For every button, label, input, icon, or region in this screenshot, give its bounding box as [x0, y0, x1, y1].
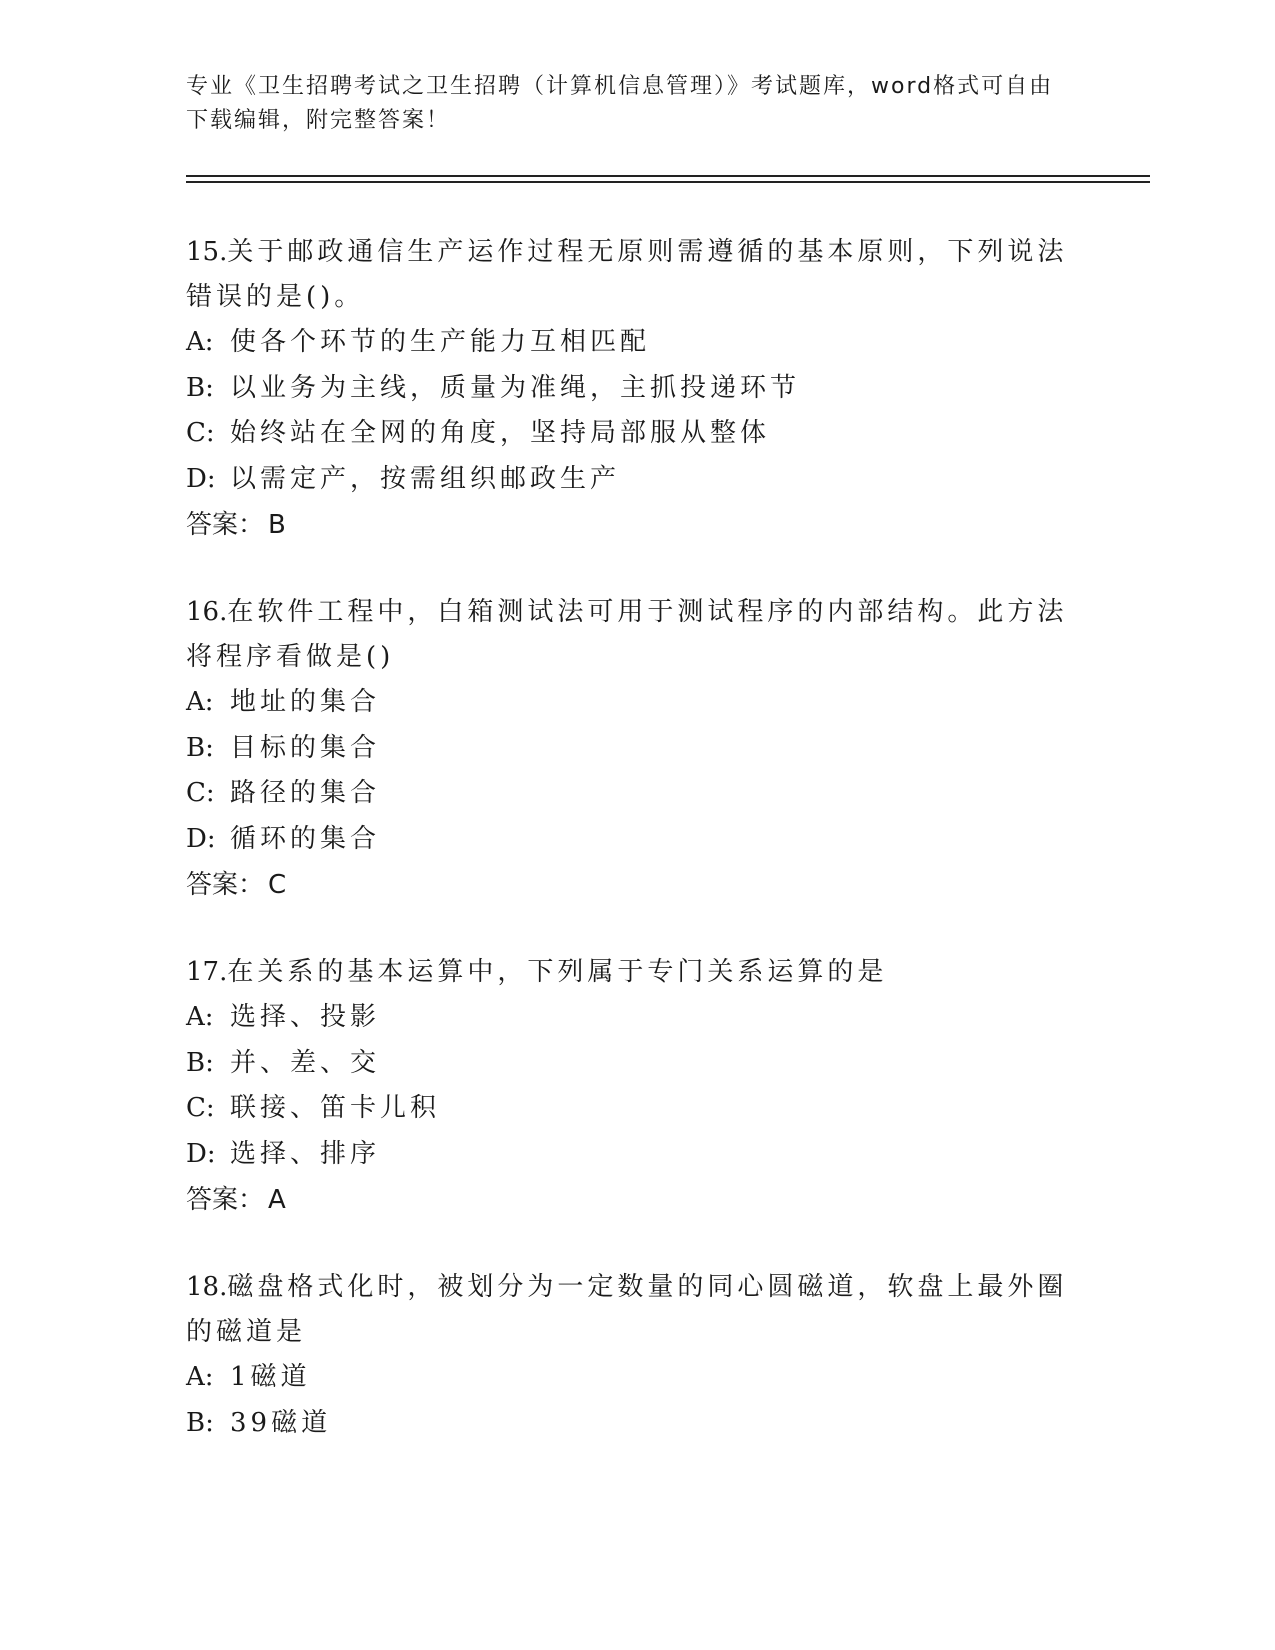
question-text: 磁盘格式化时，被划分为一定数量的同心圆磁道，软盘上最外圈的磁道是	[186, 1272, 1068, 1347]
header-text: 专业《卫生招聘考试之卫生招聘（计算机信息管理）》考试题库，word格式可自由下载编辑，附完整答案！	[186, 74, 1054, 133]
question-stem	[186, 950, 1086, 995]
question-17	[186, 950, 1086, 1223]
question-number: 16.	[186, 597, 228, 627]
question-15	[186, 230, 1086, 548]
answer-value: B	[268, 510, 286, 540]
answer-line	[186, 502, 1086, 548]
option-key: B:	[186, 1047, 214, 1078]
option-text: 始终站在全网的角度，坚持局部服从整体	[230, 418, 771, 448]
option-b	[186, 726, 1086, 772]
option-c	[186, 411, 1086, 457]
answer-line	[186, 862, 1086, 908]
question-stem	[186, 230, 1086, 320]
option-text: 以业务为主线，质量为准绳，主抓投递环节	[230, 372, 801, 403]
question-number: 18.	[186, 1272, 228, 1302]
answer-label: 答案：	[186, 1185, 265, 1215]
option-text: 以需定产，按需组织邮政生产	[230, 463, 621, 494]
option-text: 并、差、交	[230, 1047, 381, 1078]
option-d	[186, 457, 1086, 503]
option-text: 地址的集合	[230, 687, 381, 717]
option-a	[186, 995, 1086, 1041]
option-text: 选择、投影	[230, 1002, 381, 1032]
option-text: 39磁道	[230, 1407, 332, 1438]
option-a	[186, 1355, 1086, 1401]
option-key: A:	[186, 1362, 214, 1392]
option-key: A:	[186, 1002, 214, 1032]
option-key: D:	[186, 463, 216, 494]
option-key: A:	[186, 687, 214, 717]
option-text: 联接、笛卡儿积	[230, 1093, 441, 1123]
question-text: 在软件工程中，白箱测试法可用于测试程序的内部结构。此方法将程序看做是()	[186, 597, 1068, 672]
option-d	[186, 817, 1086, 863]
question-text: 在关系的基本运算中，下列属于专门关系运算的是	[227, 957, 888, 987]
option-a	[186, 680, 1086, 726]
option-d	[186, 1132, 1086, 1178]
option-key: B:	[186, 732, 214, 763]
answer-label: 答案：	[186, 510, 265, 540]
option-b	[186, 366, 1086, 412]
option-text: 1磁道	[230, 1362, 311, 1392]
option-key: B:	[186, 1407, 214, 1438]
option-text: 循环的集合	[230, 823, 381, 854]
answer-line	[186, 1177, 1086, 1223]
answer-label: 答案：	[186, 870, 265, 900]
question-number: 15.	[186, 237, 228, 267]
question-18	[186, 1265, 1086, 1446]
option-key: C:	[186, 418, 215, 448]
option-text: 选择、排序	[230, 1138, 381, 1169]
option-key: C:	[186, 1093, 215, 1123]
answer-value: A	[268, 1185, 286, 1215]
question-list	[186, 230, 1086, 1488]
question-text: 关于邮政通信生产运作过程无原则需遵循的基本原则，下列说法错误的是()。	[186, 237, 1068, 312]
answer-value: C	[268, 870, 287, 900]
option-key: D:	[186, 823, 216, 854]
question-16	[186, 590, 1086, 908]
option-key: C:	[186, 778, 215, 808]
option-a	[186, 320, 1086, 366]
header-divider-bottom	[186, 181, 1150, 183]
question-number: 17.	[186, 957, 228, 987]
option-b	[186, 1041, 1086, 1087]
option-text: 目标的集合	[230, 732, 381, 763]
option-key: D:	[186, 1138, 216, 1169]
option-key: A:	[186, 327, 214, 357]
header-divider-top	[186, 175, 1150, 177]
option-c	[186, 1086, 1086, 1132]
question-stem	[186, 590, 1086, 680]
document-header	[186, 70, 1066, 138]
option-text: 使各个环节的生产能力互相匹配	[230, 327, 651, 357]
question-stem	[186, 1265, 1086, 1355]
option-key: B:	[186, 372, 214, 403]
option-c	[186, 771, 1086, 817]
option-text: 路径的集合	[230, 778, 381, 808]
option-b	[186, 1401, 1086, 1447]
